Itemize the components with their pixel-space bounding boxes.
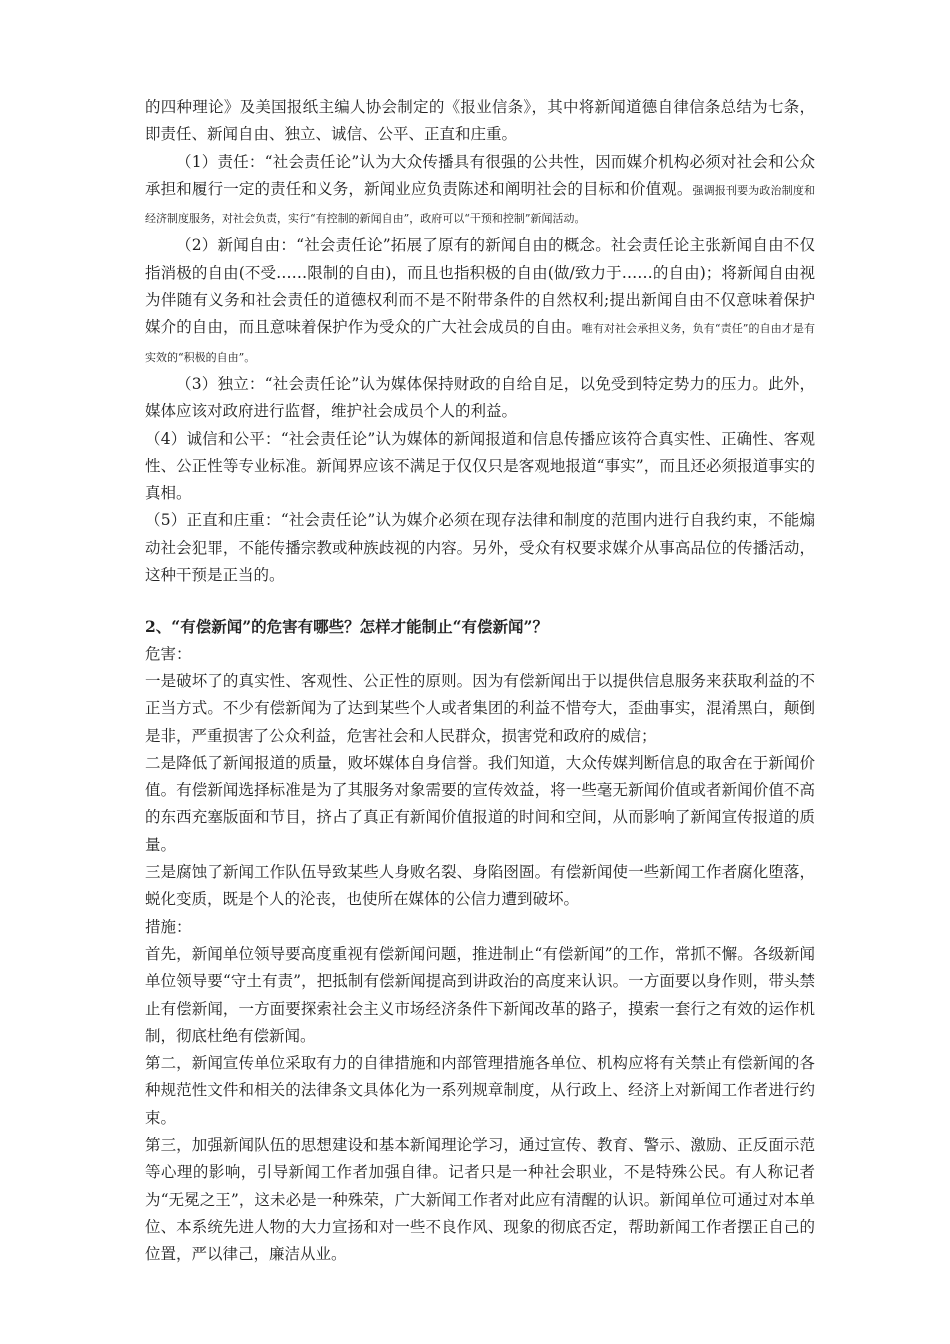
responsibility-text: （1）责任：“社会责任论”认为大众传播具有很强的公共性，因而媒介机构必须对社会和公众承担和履行一定的责任和义务，新闻业应负责陈述和阐明社会的目标和价值观。: [145, 152, 815, 198]
harm-item-2: 二是降低了新闻报道的质量，败坏媒体自身信誉。我们知道，大众传媒判断信息的取舍在于新闻价值。有偿新闻选择标准是为了其服务对象需要的宣传效益，将一些毫无新闻价值或者新闻价值不高的东西充塞版面和节目，挤占了真正有新闻价值报道的时间和空间，从而影响了新闻宣传报道的质量。: [145, 753, 815, 854]
harm-item-1: 一是破坏了的真实性、客观性、公正性的原则。因为有偿新闻出于以提供信息服务来获取利益的不正当方式。不少有偿新闻为了达到某些个人或者集团的利益不惜夸大，歪曲事实，混淆黑白，颠倒是非，严重损害了公众利益，危害社会和人民群众，损害党和政府的威信；: [145, 671, 815, 745]
uprightness-dignity-paragraph: （5）正直和庄重：“社会责任论”认为媒介必须在现存法律和制度的范围内进行自我约束，不能煽动社会犯罪，不能传播宗教或种族歧视的内容。另外，受众有权要求媒介从事高品位的传播活动，这种干预是正当的。: [145, 511, 815, 585]
measure-label: 措施：: [145, 917, 192, 936]
harm-item-3: 三是腐蚀了新闻工作队伍导致某些人身败名裂、身陷囹圄。有偿新闻使一些新闻工作者腐化堕落，蜕化变质，既是个人的沦丧，也使所在媒体的公信力遭到破坏。: [145, 863, 815, 909]
measure-item-2: 第二，新闻宣传单位采取有力的自律措施和内部管理措施各单位、机构应将有关禁止有偿新闻的各种规范性文件和相关的法律条文具体化为一系列规章制度，从行政上、经济上对新闻工作者进行约束。: [145, 1054, 815, 1127]
harm-label: 危害：: [145, 644, 192, 663]
press-freedom-paragraph: [145, 232, 815, 370]
press-freedom-note: 唯有对社会承担义务，负有“责任”的自由才是有实效的“积极的自由”。: [145, 322, 815, 364]
press-freedom-text: （2）新闻自由：“社会责任论”拓展了原有的新闻自由的概念。社会责任论主张新闻自由不仅指消极的自由(不受……限制的自由)，而且也指积极的自由(做/致力于……的自由)；将新闻自由视为伴随有义务和社会责任的道德权利而不是不附带条件的自然权利;提出新闻自由不仅意味着保护媒介的自由，而且意味着保护作为受众的广大社会成员的自由。: [145, 236, 815, 337]
document-body: [145, 94, 815, 1268]
measure-item-1: 首先，新闻单位领导要高度重视有偿新闻问题，推进制止“有偿新闻”的工作，常抓不懈。各级新闻单位领导要“守土有责”，把抵制有偿新闻提高到讲政治的高度来认识。一方面要以身作则，带头禁止有偿新闻，一方面要探索社会主义市场经济条件下新闻改革的路子，摸索一套行之有效的运作机制，彻底杜绝有偿新闻。: [145, 944, 815, 1045]
section-heading: 2、“有偿新闻”的危害有哪些？怎样才能制止“有偿新闻”？: [145, 617, 548, 637]
measure-item-3: 第三，加强新闻队伍的思想建设和基本新闻理论学习，通过宣传、教育、警示、激励、正反面示范等心理的影响，引导新闻工作者加强自律。记者只是一种社会职业，不是特殊公民。有人称记者为“无冕之王”，这未必是一种殊荣，广大新闻工作者对此应有清醒的认识。新闻单位可通过对本单位、本系统先进人物的大力宣扬和对一些不良作风、现象的彻底否定，帮助新闻工作者摆正自己的位置，严以律己，廉洁从业。: [145, 1135, 815, 1264]
responsibility-note: 强调报刊要为政治制度和经济制度服务，对社会负责，实行“有控制的新闻自由”，政府可以“干预和控制”新闻活动。: [145, 183, 815, 226]
intro-paragraph: 的四种理论》及美国报纸主编人协会制定的《报业信条》，其中将新闻道德自律信条总结为七条，即责任、新闻自由、独立、诚信、公平、正直和庄重。: [145, 98, 815, 144]
independence-paragraph: （3）独立：“社会责任论”认为媒体保持财政的自给自足，以免受到特定势力的压力。此外，媒体应该对政府进行监督，维护社会成员个人的利益。: [145, 374, 815, 421]
responsibility-paragraph: [145, 149, 815, 233]
integrity-fairness-paragraph: （4）诚信和公平：“社会责任论”认为媒体的新闻报道和信息传播应该符合真实性、正确性、客观性、公正性等专业标准。新闻界应该不满足于仅仅只是客观地报道“事实”，而且还必须报道事实的真相。: [145, 429, 815, 503]
